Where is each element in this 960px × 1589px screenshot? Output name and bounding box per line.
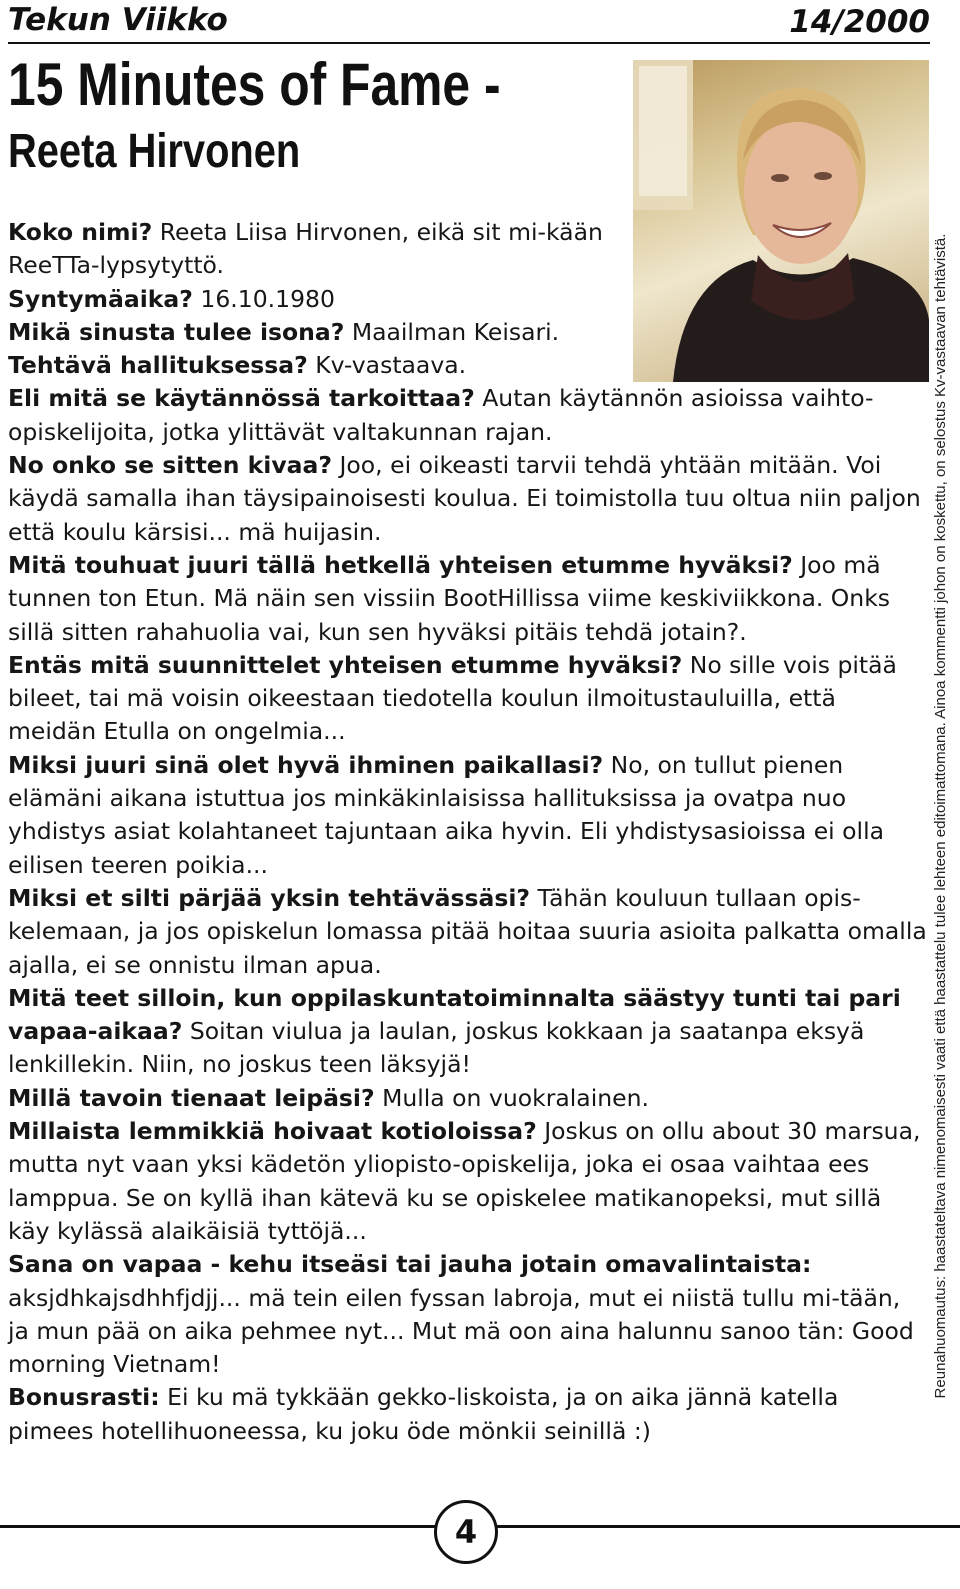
article-body [8, 216, 928, 1448]
question: Eli mitä se käytännössä tarkoittaa? [8, 384, 475, 413]
qa-item [8, 216, 928, 283]
question: Koko nimi? [8, 218, 153, 246]
answer: Tähän kouluun tullaan opis-kelemaan, ja jos opiskelun lomassa pitää hoitaa suuria asioita palkatta omalla ajalla, ei se onnistu ilman apua. [8, 883, 927, 979]
answer: aksjdhkajsdhhfjdjj... mä tein eilen fyssan labroja, mut ei niistä tullu mi-tään, ja mun pää on aika pehmee nyt... Mut mä oon aina halunnu sanoo tän: Good morning Vietnam! [8, 1283, 914, 1379]
qa-item [8, 449, 928, 549]
qa-item [8, 1115, 928, 1248]
question: Mitä teet silloin, kun oppilaskuntatoiminnalta säästyy tunti tai pari vapaa-aikaa? [8, 983, 901, 1046]
answer: Soitan viulua ja laulan, joskus kokkaan ja saatanpa eksyä lenkillekin. Niin, no joskus teen läksyjä! [8, 1017, 865, 1079]
sidebar-note: Reunahuomautus: haastateltava nimenomaisesti vaati että haastattelu tulee lehteen editoimattomana. Ainoa kommentti johon on koskettu, on selostus Kv-vastaavan tehtävistä. [932, 233, 949, 1399]
question: Millaista lemmikkiä hoivaat kotioloissa? [8, 1117, 537, 1146]
answer: Joo, ei oikeasti tarvii tehdä yhtään mitään. Voi käydä samalla ihan täysipainoisesti koulua. Ei toimistolla tuu oltua niin paljon että koulu kärsisi... mä huijasin. [8, 451, 921, 546]
question: Miksi et silti pärjää yksin tehtävässäsi? [8, 883, 531, 912]
question: No onko se sitten kivaa? [8, 451, 333, 480]
qa-item [8, 749, 928, 882]
masthead [8, 0, 930, 44]
page-number: 4 [434, 1500, 498, 1564]
answer: Joskus on ollu about 30 marsua, mutta nyt vaan yksi kädetön yliopisto-opiskelija, joka ei osaa vaihtaa ees lamppua. Se on kyllä ihan kätevä ku se opiskelee matikanopeksi, mut sillä käy kylässä alaikäisiä tyttöjä... [8, 1117, 921, 1245]
question: Sana on vapaa - kehu itseäsi tai jauha jotain omavalintaista: [8, 1250, 812, 1279]
qa-item [8, 982, 928, 1082]
answer: Mulla on vuokralainen. [374, 1083, 649, 1112]
question: Mitä touhuat juuri tällä hetkellä yhteisen etumme hyväksi? [8, 550, 793, 579]
article-title [8, 51, 523, 182]
answer: 16.10.1980 [192, 284, 335, 313]
question: Mikä sinusta tulee isona? [8, 317, 345, 346]
qa-item [8, 649, 928, 749]
qa-item [8, 1248, 928, 1381]
qa-item [8, 1381, 928, 1448]
question: Bonusrasti: [8, 1383, 160, 1412]
qa-item [8, 316, 928, 349]
answer: Reeta Liisa Hirvonen, eikä sit mi-kään ReeTTa-lypsytyttö. [8, 218, 603, 280]
answer: No sille vois pitää bileet, tai mä voisin oikeestaan tiedotella koulun ilmoitustauluilla, että meidän Etulla on ongelmia... [8, 650, 897, 746]
qa-item [8, 382, 928, 449]
question: Entäs mitä suunnittelet yhteisen etumme hyväksi? [8, 650, 683, 679]
title-line-1: 15 Minutes of Fame - [8, 51, 501, 118]
question: Tehtävä hallituksessa? [8, 351, 308, 380]
question: Miksi juuri sinä olet hyvä ihminen paikallasi? [8, 750, 604, 779]
answer: No, on tullut pienen elämäni aikana istuttua jos minkäkinlaisissa hallituksissa ja ovatpa nuo yhdistys asiat kolahtaneet tajuntaan aika hyvin. Eli yhdistysasioissa ei olla eilisen teeren poikia... [8, 750, 885, 879]
qa-item [8, 349, 928, 382]
answer: Autan käytännön asioissa vaihto-opiskelijoita, jotka ylittävät valtakunnan rajan. [8, 384, 874, 446]
qa-item [8, 283, 928, 316]
qa-item [8, 549, 928, 649]
title-line-2: Reeta Hirvonen [8, 125, 301, 178]
qa-item [8, 882, 928, 982]
answer: Maailman Keisari. [344, 317, 560, 346]
answer: Kv-vastaava. [307, 351, 467, 380]
question: Syntymäaika? [8, 284, 193, 313]
answer: Joo mä tunnen ton Etun. Mä näin sen vissiin BootHillissa viime keskiviikkona. Onks sillä sitten rahahuolia vai, kun sen hyväksi pitäis tehdä jotain?. [8, 550, 891, 646]
question: Millä tavoin tienaat leipäsi? [8, 1083, 375, 1112]
answer: Ei ku mä tykkään gekko-liskoista, ja on aika jännä katella pimees hotellihuoneessa, ku joku öde mönkii seinillä :) [8, 1383, 839, 1445]
issue-number: 14/2000 [789, 4, 930, 40]
magazine-name: Tekun Viikko [8, 2, 228, 38]
qa-item [8, 1082, 928, 1115]
